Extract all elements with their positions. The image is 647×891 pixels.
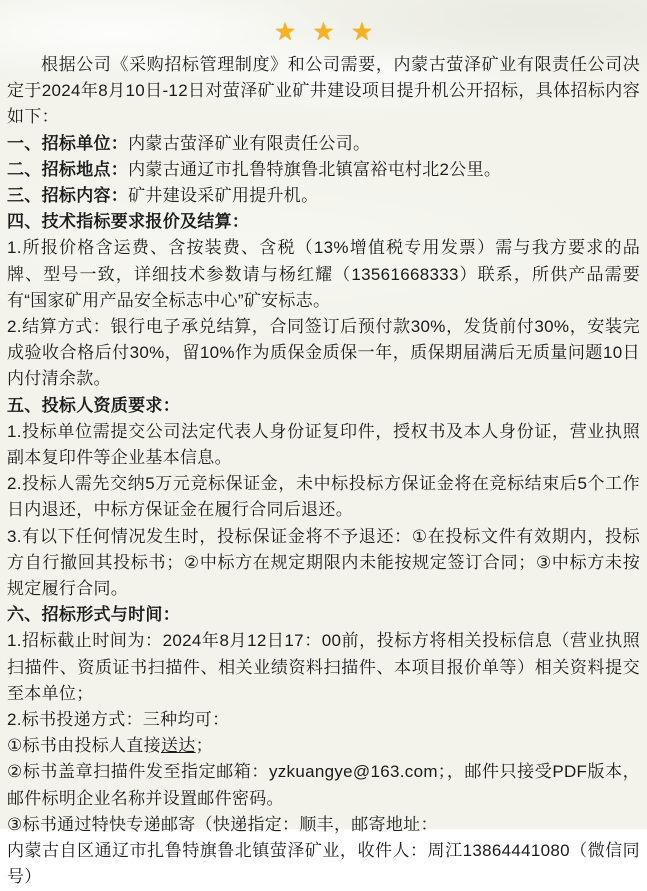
- section4-heading: 四、技术指标要求报价及结算：: [7, 212, 250, 232]
- delivery-method-2: ②标书盖章扫描件发至指定邮箱：yzkuangye@163.com；，邮件只接受PDF版本，邮件标明企业名称并设置邮件密码。: [7, 762, 640, 808]
- item-tender-location-text: 内蒙古通辽市扎鲁特旗鲁北镇富裕屯村北2公里。: [128, 159, 502, 179]
- section6-heading: 六、招标形式与时间：: [7, 605, 180, 625]
- delivery-method-1-pre: ①标书由投标人直接: [7, 736, 161, 756]
- item-tender-content: [7, 183, 640, 209]
- delivery-method-3-address: 内蒙古自区通辽市扎鲁特旗鲁北镇萤泽矿业，收件人：周江13864441080（微信同号）: [7, 841, 640, 887]
- item-tender-location-label: 二、招标地点：: [7, 159, 129, 179]
- item-tender-unit-text: 内蒙古萤泽矿业有限责任公司。: [128, 133, 371, 153]
- section5-heading: 五、投标人资质要求：: [7, 395, 180, 415]
- delivery-method-1: [7, 733, 640, 759]
- item-tender-content-label: 三、招标内容：: [7, 186, 129, 206]
- section5-paragraph-3: 3.有以下任何情况发生时，投标保证金将不予退还：①在投标文件有效期内，投标方自行撤回其投标书；②中标方在规定期限内未能按规定签订合同；③中标方未按规定履行合同。: [7, 526, 640, 599]
- item-tender-content-text: 矿井建设采矿用提升机。: [128, 186, 319, 206]
- intro-paragraph: 根据公司《采购招标管理制度》和公司需要，内蒙古萤泽矿业有限责任公司决定于2024年8月10日-12日对萤泽矿业矿井建设项目提升机公开招标，具体招标内容如下：: [7, 55, 640, 127]
- delivery-method-1-post: ；: [195, 736, 213, 756]
- section4-paragraph-1: 1.所报价格含运费、含按装费、含税（13%增值税专用发票）需与我方要求的品牌、型号一致，详细技术参数请与杨红耀（13561668333）联系，所供产品需要有“国家矿用产品安全标志中心”矿安标志。: [7, 238, 640, 310]
- section4-paragraph-2: 2.结算方式：银行电子承兑结算，合同签订后预付款30%，发货前付30%，安装完成验收合格后付30%，留10%作为质保金质保一年，质保期届满后无质量问题10日内付清余款。: [7, 317, 640, 389]
- star-icon: ★: [350, 18, 374, 46]
- document-body: [7, 52, 640, 891]
- delivery-method-3: ③标书通过特快专递邮寄（快递指定：顺丰，邮寄地址：: [7, 814, 438, 834]
- star-decoration-row: [7, 12, 640, 52]
- section6-paragraph-1: 1.招标截止时间为：2024年8月12日17：00前，投标方将相关投标信息（营业执照扫描件、资质证书扫描件、相关业绩资料扫描件、本项目报价单等）相关资料提交至本单位；: [7, 631, 640, 703]
- section6-paragraph-2: 2.标书投递方式：三种均可：: [7, 710, 230, 730]
- item-tender-unit: [7, 131, 640, 157]
- star-icon: ★: [312, 18, 335, 46]
- delivery-method-1-underlined: 送达: [160, 736, 196, 756]
- item-tender-unit-label: 一、招标单位：: [7, 133, 129, 153]
- section5-paragraph-1: 1.投标单位需提交公司法定代表人身份证复印件，授权书及本人身份证，营业执照副本复印件等企业基本信息。: [7, 421, 640, 468]
- section5-paragraph-2: 2.投标人需先交纳5万元竞标保证金，未中标投标方保证金将在竞标结束后5个工作日内退还，中标方保证金在履行合同后退还。: [7, 474, 640, 520]
- star-icon: ★: [273, 18, 297, 46]
- item-tender-location: [7, 157, 640, 183]
